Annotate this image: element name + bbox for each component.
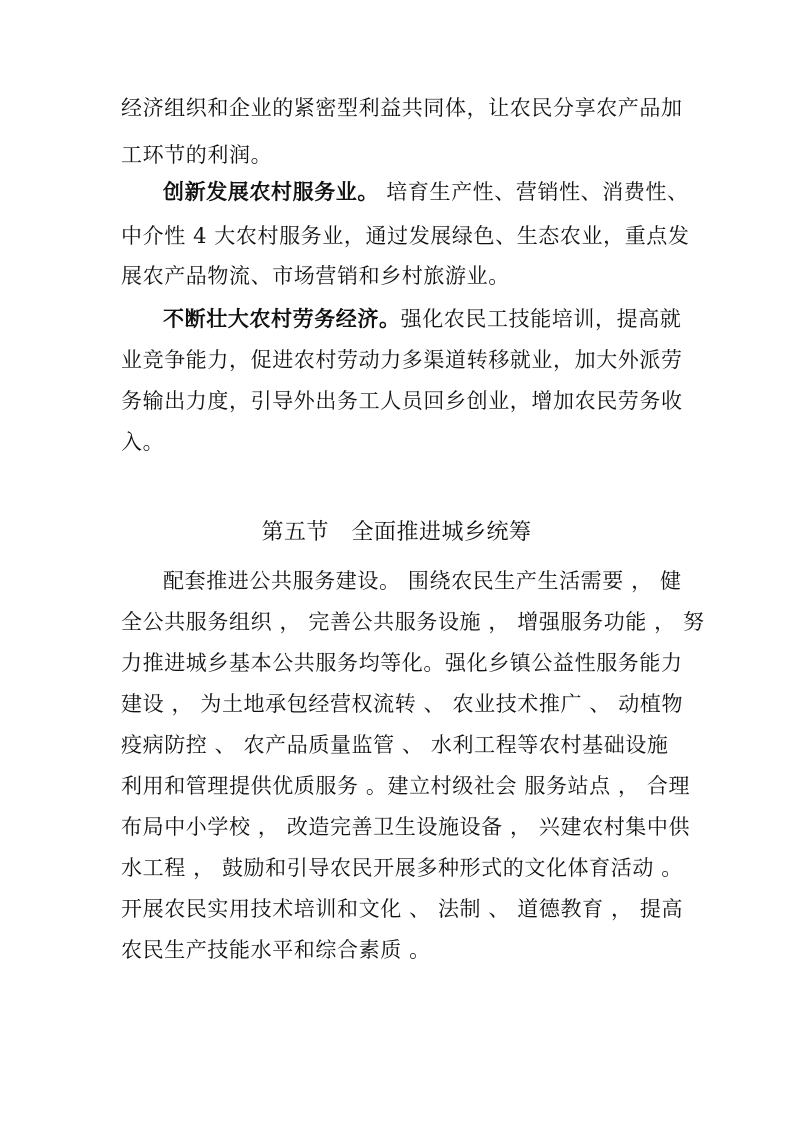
body-text-line: 配套推进公共服务建设。 围绕农民生产生活需要 ， 健 [163, 569, 682, 593]
body-text-line: 力推进城乡基本公共服务均等化。强化乡镇公益性服务能力 [121, 651, 683, 675]
paragraph-text: 培育生产性、营销性、消费性、 [379, 180, 689, 204]
body-text-line: 开展农民实用技术培训和文化 、 法制 、 道德教育 ， 提高 [121, 897, 684, 921]
body-text-line: 疫病防控 、 农产品质量监管 、 水利工程等农村基础设施 [121, 733, 669, 757]
body-text-line: 水工程 ， 鼓励和引导农民开展多种形式的文化体育活动 。 [121, 856, 683, 880]
body-text-line: 工环节的利润。 [121, 143, 273, 167]
body-text-line: 布局中小学校 ， 改造完善卫生设施设备 ， 兴建农村集中供 [121, 815, 691, 839]
body-text-line: 业竞争能力，促进农村劳动力多渠道转移就业，加大外派劳 [121, 348, 683, 372]
body-text-line: 利用和管理提供优质服务 。建立村级社会 服务站点 ， 合理 [121, 774, 691, 798]
paragraph-heading: 不断壮大农村劳务经济。 [163, 306, 401, 331]
body-text-line: 展农产品物流、市场营销和乡村旅游业。 [121, 264, 510, 288]
body-text-line: 中介性 4 大农村服务业，通过发展绿色、生态农业，重点发 [121, 224, 690, 248]
body-text-line: 经济组织和企业的紧密型利益共同体，让农民分享农产品加 [121, 96, 683, 120]
body-text-line: 务输出力度，引导外出务工人员回乡创业，增加农民劳务收 [121, 389, 683, 413]
body-text-line: 全公共服务组织 ， 完善公共服务设施 ， 增强服务功能 ， 努 [121, 610, 705, 634]
paragraph-text: 强化农民工技能培训，提高就 [400, 307, 682, 331]
body-text-line: 农民生产技能水平和综合素质 。 [121, 938, 431, 962]
body-text-line [163, 305, 681, 333]
body-text-line: 入。 [121, 430, 165, 454]
body-text-line [163, 178, 689, 206]
section-title: 第五节 全面推进城乡统筹 [261, 520, 532, 545]
paragraph-heading: 创新发展农村服务业。 [163, 179, 379, 204]
body-text-line: 建设 ， 为土地承包经营权流转 、 农业技术推广 、 动植物 [121, 692, 684, 716]
